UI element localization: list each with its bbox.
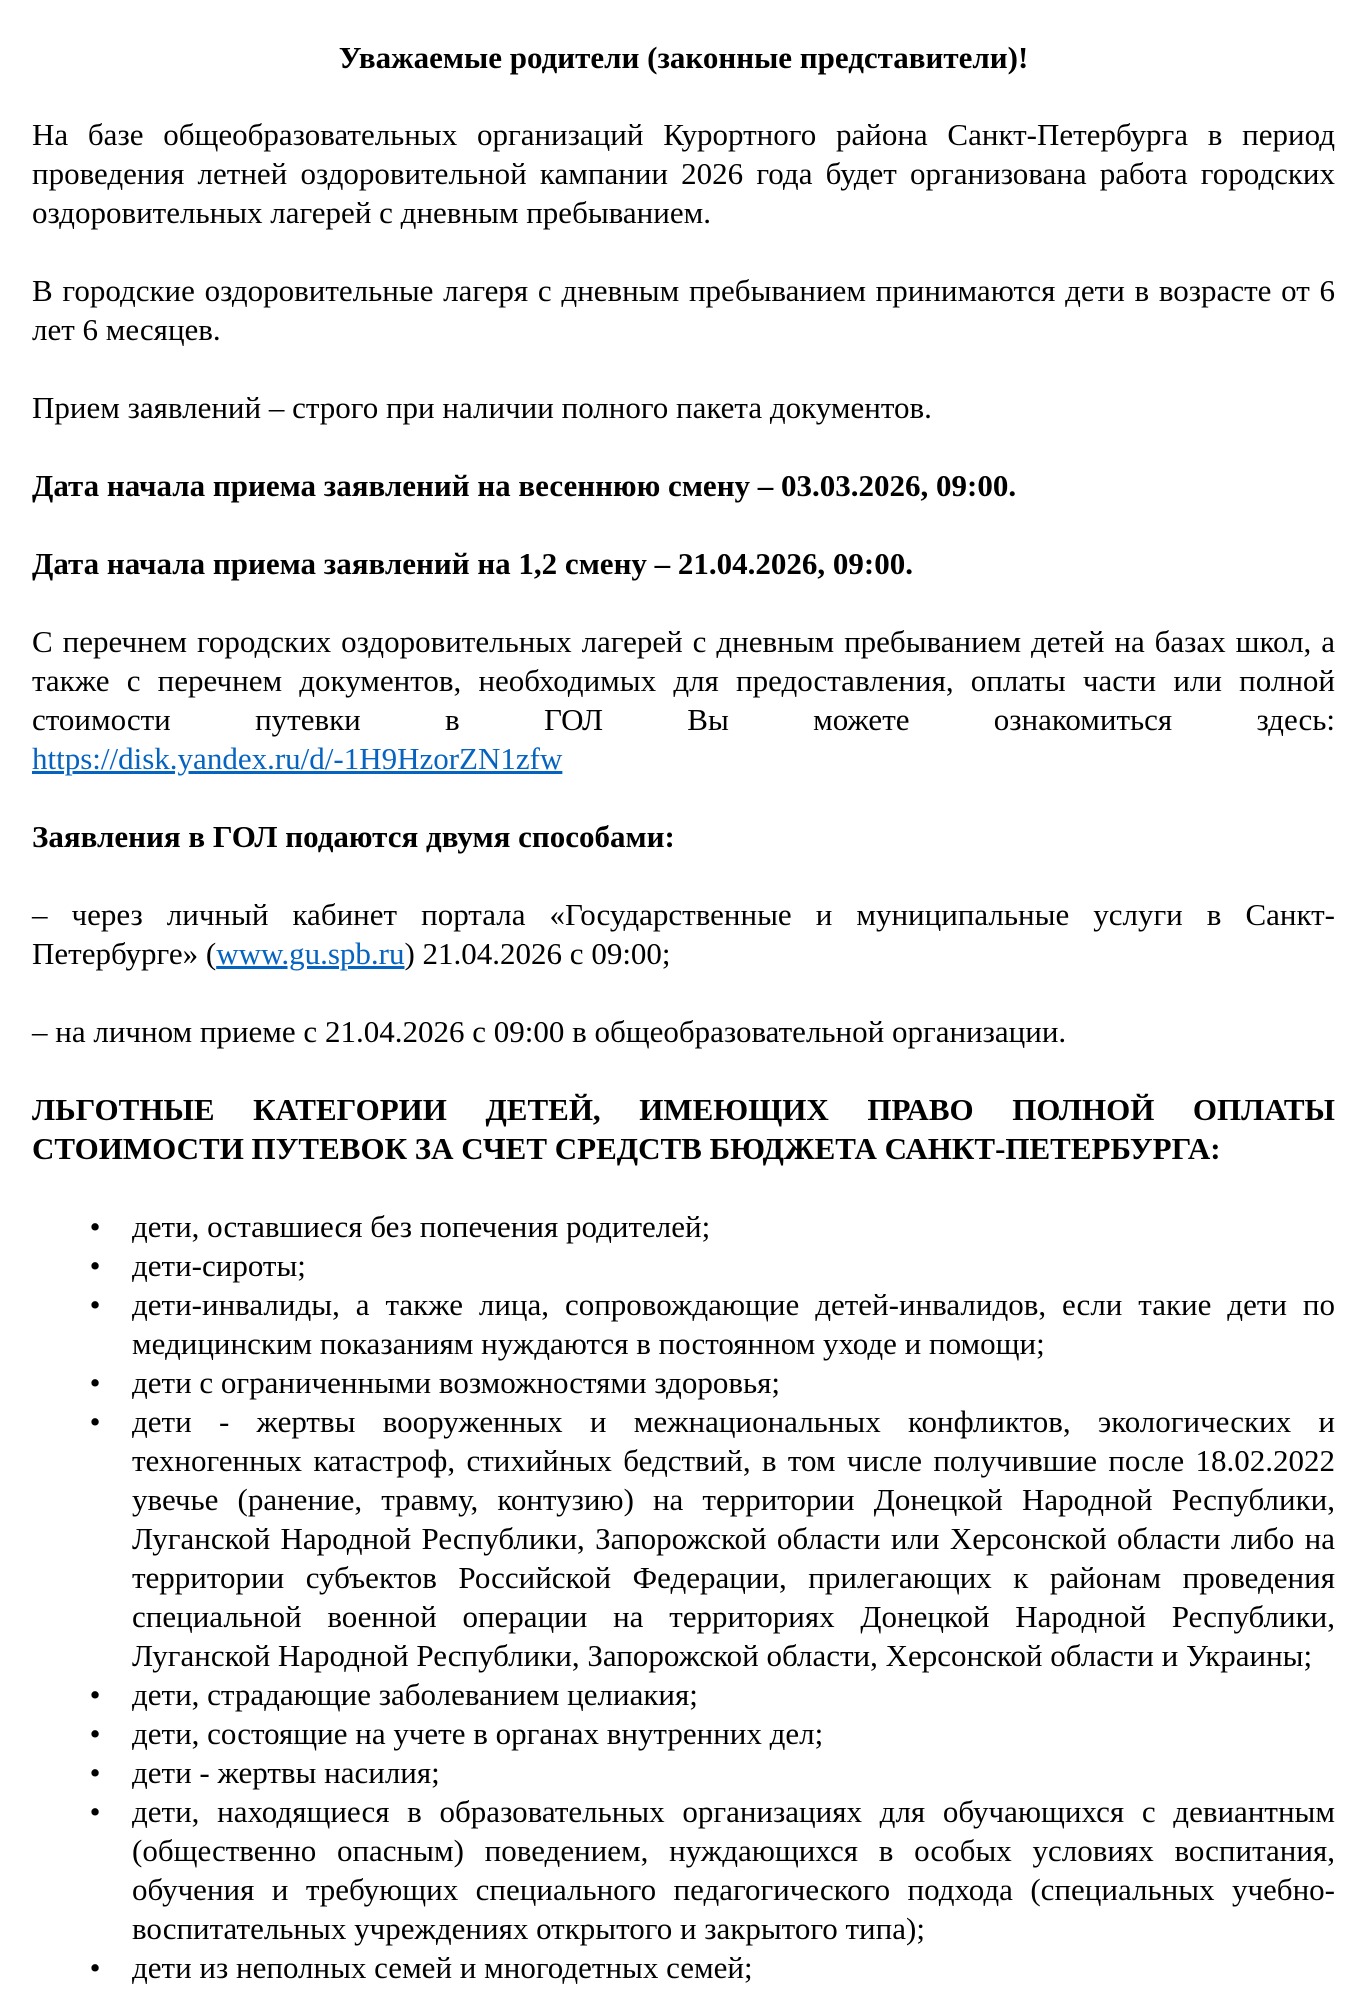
list-item xyxy=(32,1402,1335,1675)
list-item xyxy=(32,1714,1335,1753)
summer-shifts-date: Дата начала приема заявлений на 1,2 смену – 21.04.2026, 09:00. xyxy=(32,546,914,581)
list-item-text: дети с ограниченными возможностями здоровья; xyxy=(132,1365,780,1400)
list-item xyxy=(32,1948,1335,1987)
list-item-text: дети - жертвы вооруженных и межнациональных конфликтов, экологических и техногенных катастроф, стихийных бедствий, в том числе получившие после 18.02.2022 увечье (ранение, травму, контузию) на территории Донецкой Народной Республики, Луганской Народной Республики, Запорожской области или Херсонской области либо на территории субъектов Российской Федерации, прилегающих к районам проведения специальной военной операции на территориях Донецкой Народной Республики, Луганской Народной Республики, Запорожской области, Херсонской области и Украины; xyxy=(132,1404,1335,1673)
bullet-icon: • xyxy=(89,1287,101,1322)
benefits-heading: ЛЬГОТНЫЕ КАТЕГОРИИ ДЕТЕЙ, ИМЕЮЩИХ ПРАВО ПОЛНОЙ ОПЛАТЫ СТОИМОСТИ ПУТЕВОК ЗА СЧЕТ СРЕДСТВ БЮДЖЕТА САНКТ-ПЕТЕРБУРГА: xyxy=(32,1092,1335,1166)
list-item xyxy=(32,1363,1335,1402)
list-item xyxy=(32,1792,1335,1948)
camp-list-paragraph xyxy=(32,622,1335,778)
bullet-icon: • xyxy=(89,1404,101,1439)
methods-heading: Заявления в ГОЛ подаются двумя способами: xyxy=(32,819,675,854)
list-item xyxy=(32,1753,1335,1792)
bullet-icon: • xyxy=(89,1794,101,1829)
documents-requirement-paragraph: Прием заявлений – строго при наличии полного пакета документов. xyxy=(32,390,932,425)
camp-list-text: С перечнем городских оздоровительных лагерей с дневным пребыванием детей на базах школ, а также с перечнем документов, необходимых для предоставления, оплаты части или полной стоимости путевки в ГОЛ Вы можете ознакомиться здесь: xyxy=(32,624,1335,737)
list-item-text: дети из неполных семей и многодетных семей; xyxy=(132,1950,753,1985)
list-item-text: дети, оставшиеся без попечения родителей; xyxy=(132,1209,711,1244)
method-online-text: – через личный кабинет портала «Государственные и муниципальные услуги в Санкт-Петербурге» ( xyxy=(32,897,1335,971)
list-item xyxy=(32,1246,1335,1285)
method-in-person: – на личном приеме с 21.04.2026 с 09:00 в общеобразовательной организации. xyxy=(32,1014,1067,1049)
spring-shift-date: Дата начала приема заявлений на весеннюю смену – 03.03.2026, 09:00. xyxy=(32,468,1017,503)
method-online xyxy=(32,895,1335,973)
bullet-icon: • xyxy=(89,1677,101,1712)
gu-spb-link[interactable]: www.gu.spb.ru xyxy=(216,936,405,971)
bullet-icon: • xyxy=(89,1365,101,1400)
page-title: Уважаемые родители (законные представители)! xyxy=(338,40,1029,75)
list-item-text: дети, находящиеся в образовательных организациях для обучающихся с девиантным (общественно опасным) поведением, нуждающихся в особых условиях воспитания, обучения и требующих специального педагогического подхода (специальных учебно-воспитательных учреждениях открытого и закрытого типа); xyxy=(132,1794,1335,1946)
intro-paragraph: На базе общеобразовательных организаций Курортного района Санкт-Петербурга в период проведения летней оздоровительной кампании 2026 года будет организована работа городских оздоровительных лагерей с дневным пребыванием. xyxy=(32,117,1335,230)
list-item xyxy=(32,1207,1335,1246)
list-item-text: дети-сироты; xyxy=(132,1248,306,1283)
method-online-date: ) 21.04.2026 с 09:00; xyxy=(404,936,671,971)
document-body xyxy=(32,38,1335,1987)
bullet-icon: • xyxy=(89,1755,101,1790)
bullet-icon: • xyxy=(89,1950,101,1985)
benefits-list xyxy=(32,1207,1335,1987)
age-paragraph: В городские оздоровительные лагеря с дневным пребыванием принимаются дети в возрасте от 6 лет 6 месяцев. xyxy=(32,273,1335,347)
bullet-icon: • xyxy=(89,1248,101,1283)
list-item-text: дети-инвалиды, а также лица, сопровождающие детей-инвалидов, если такие дети по медицинским показаниям нуждаются в постоянном уходе и помощи; xyxy=(132,1287,1335,1361)
list-item xyxy=(32,1675,1335,1714)
bullet-icon: • xyxy=(89,1209,101,1244)
list-item xyxy=(32,1285,1335,1363)
list-item-text: дети - жертвы насилия; xyxy=(132,1755,440,1790)
list-item-text: дети, состоящие на учете в органах внутренних дел; xyxy=(132,1716,824,1751)
list-item-text: дети, страдающие заболеванием целиакия; xyxy=(132,1677,698,1712)
yandex-disk-link[interactable]: https://disk.yandex.ru/d/-1H9HzorZN1zfw xyxy=(32,741,563,776)
bullet-icon: • xyxy=(89,1716,101,1751)
